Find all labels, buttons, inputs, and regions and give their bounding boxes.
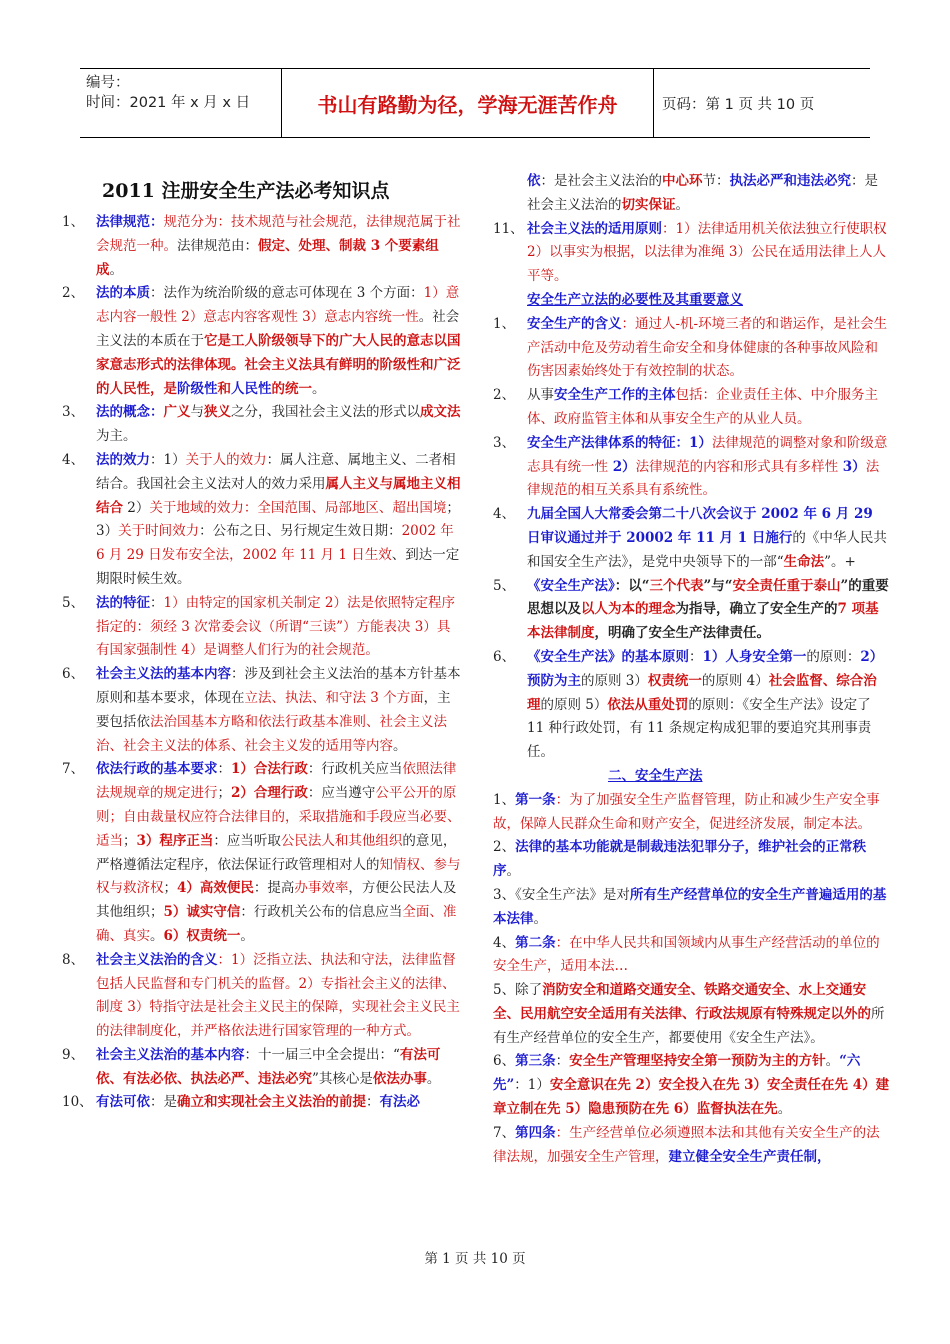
list-item: 4、 九届全国人大常委会第二十八次会议于 2002 年 6 月 29 日审议通过并于 20002 年 11 月 1 日施行的《中华人民共和国安全生产法》，是党中央领导下的一部“生命法”。+ <box>493 506 887 570</box>
article-item: 7、第四条：生产经营单位必须遵照本法和其他有关安全生产的法律法规，加强安全生产管理，建立健全安全生产责任制， <box>493 1124 880 1165</box>
list-item: 5、 《安全生产法》：以“三个代表”与“安全责任重于泰山”的重要思想以及以人为本的理念为指导，确立了安全生产的7 项基本法律制度，明确了安全生产法律责任。 <box>493 577 889 642</box>
article-item: 5、除了消防安全和道路交通安全、铁路交通安全、水上交通安全、民用航空安全适用有关法律、行政法规原有特殊规定以外的所有生产经营单位的安全生产，都要使用《安全生产法》。 <box>493 982 885 1046</box>
right-column <box>493 170 890 1169</box>
list-item: 10、 有法可依：是确立和实现社会主义法治的前提：有法必 <box>62 1094 420 1111</box>
page-header <box>80 68 870 138</box>
list-item: 1、 法律规范：规范分为：技术规范与社会规范，法律规范属于社会规范一种。法律规范由：假定、处理、制裁 3 个要素组成。 <box>62 214 461 278</box>
article-item: 3、《安全生产法》是对所有生产经营单位的安全生产普遍适用的基本法律。 <box>493 886 887 927</box>
list-item: 3、 安全生产法律体系的特征：1）法律规范的调整对象和阶级意志具有统一性 2）法律规范的内容和形式具有多样性 3）法律规范的相互关系具有系统性。 <box>493 434 888 499</box>
header-meta <box>80 69 282 137</box>
list-item-continued: 依：是社会主义法治的中心环节：执法必严和违法必究：是社会主义法治的切实保证。 <box>527 173 878 213</box>
list-item: 4、 法的效力：1）关于人的效力：属人注意、属地主义、二者相结合。我国社会主义法对人的效力采用属人主义与属地主义相结合 2）关于地域的效力：全国范围、局部地区、超出国境；3）关于时间效力：公布之日、另行规定生效日期：2002 年 6 月 29 日发布安全法，2002 年 11 月 1 日生效、到达一定期限时候生效。 <box>62 451 461 587</box>
list-item: 9、 社会主义法治的基本内容：十一届三中全会提出：“有法可依、有法必依、执法必严、违法必究”其核心是依法办事。 <box>62 1046 441 1087</box>
list-item: 6、 社会主义法的基本内容：涉及到社会主义法治的基本方针基本原则和基本要求，体现在立法、执法、和守法 3 个方面，主要包括依法治国基本方略和依法行政基本准则、社会主义法治、社会主义法的体系、社会主义发的适用等内容。 <box>62 666 461 754</box>
list-item: 5、 法的特征：1）由特定的国家机关制定 2）法是依照特定程序指定的：须经 3 次常委会议（所谓“三读”）方能表决 3）具有国家强制性 4）是调整人们行为的社会规范。 <box>62 594 455 659</box>
header-number: 编号： <box>86 75 130 91</box>
article-item: 4、第二条：在中华人民共和国领域内从事生产经营活动的单位的安全生产，适用本法… <box>493 934 880 975</box>
section-heading-2: 二、安全生产法 <box>608 767 703 784</box>
header-page-info: 页码：第 1 页 共 10 页 <box>662 96 815 113</box>
list-item: 8、 社会主义法治的含义：1）泛指立法、执法和守法，法律监督包括人民监督和专门机关的监督。2）专指社会主义的法律、制度 3）特指守法是社会主义民主的保障，实现社会主义民主的法律制度化，并严格依法进行国家管理的一种方式。 <box>62 951 460 1040</box>
header-motto: 书山有路勤为径，学海无涯苦作舟 <box>282 69 654 137</box>
article-item: 6、第三条：安全生产管理坚持安全第一预防为主的方针。“六先”：1）安全意识在先 2）安全投入在先 3）安全责任在先 4）建章立制在先 5）隐患预防在先 6）监督执法在先。 <box>493 1053 890 1118</box>
article-item: 1、第一条：为了加强安全生产监督管理，防止和减少生产安全事故，保障人民群众生命和财产安全，促进经济发展，制定本法。 <box>493 791 880 832</box>
list-item: 11、 社会主义法的适用原则：1）法律适用机关依法独立行使职权 2）以事实为根据，以法律为准绳 3）公民在适用法律上人人平等。 <box>493 220 887 285</box>
header-date: 时间：2021 年 x 月 x 日 <box>86 95 251 111</box>
list-item: 6、 《安全生产法》的基本原则：1）人身安全第一的原则：2）预防为主的原则 3）权责统一的原则 4）社会监督、综合治理的原则 5）依法从重处罚的原则：《安全生产法》设定了 11 种行政处罚，有 11 条规定构成犯罪的要追究其刑事责任。 <box>493 648 884 761</box>
section-heading: 安全生产立法的必要性及其重要意义 <box>527 291 743 308</box>
list-item: 2、 从事安全生产工作的主体包括：企业责任主体、中介服务主体、政府监管主体和从事安全生产的从业人员。 <box>493 387 878 427</box>
article-item: 2、法律的基本功能就是制裁违法犯罪分子，维护社会的正常秩序。 <box>493 839 867 880</box>
left-column <box>62 170 462 1115</box>
list-item: 2、 法的本质：法作为统治阶级的意志可体现在 3 个方面：1）意志内容一般性 2）意志内容客观性 3）意志内容统一性。社会主义法的本质在于它是工人阶级领导下的广大人民的意志以国家意志形式的法律体现。社会主义法具有鲜明的阶级性和广泛的人民性，是阶级性和人民性的统一。 <box>62 285 461 397</box>
page-footer: 第 1 页 共 10 页 <box>424 1251 526 1267</box>
list-item: 7、 依法行政的基本要求：1）合法行政：行政机关应当依照法律法规规章的规定进行；2）合理行政：应当遵守公平公开的原则；自由裁量权应符合法律目的，采取措施和手段应当必要、适当；3）程序正当：应当听取公民法人和其他组织的意见，严格遵循法定程序，依法保证行政管理相对人的知情权、参与权与救济权；4）高效便民：提高办事效率，方便公民法人及其他组织；5）诚实守信：行政机关公布的信息应当全面、准确、真实。6）权责统一。 <box>62 761 461 944</box>
list-item: 1、 安全生产的含义：通过人-机-环境三者的和谐运作，是社会生产活动中危及劳动着生命安全和身体健康的各种事故风险和伤害因素始终处于有效控制的状态。 <box>493 315 888 380</box>
list-item: 3、 法的概念：广义与狭义之分，我国社会主义法的形式以成文法为主。 <box>62 404 461 445</box>
document-title: 2011 注册安全生产法必考知识点 <box>102 180 390 202</box>
